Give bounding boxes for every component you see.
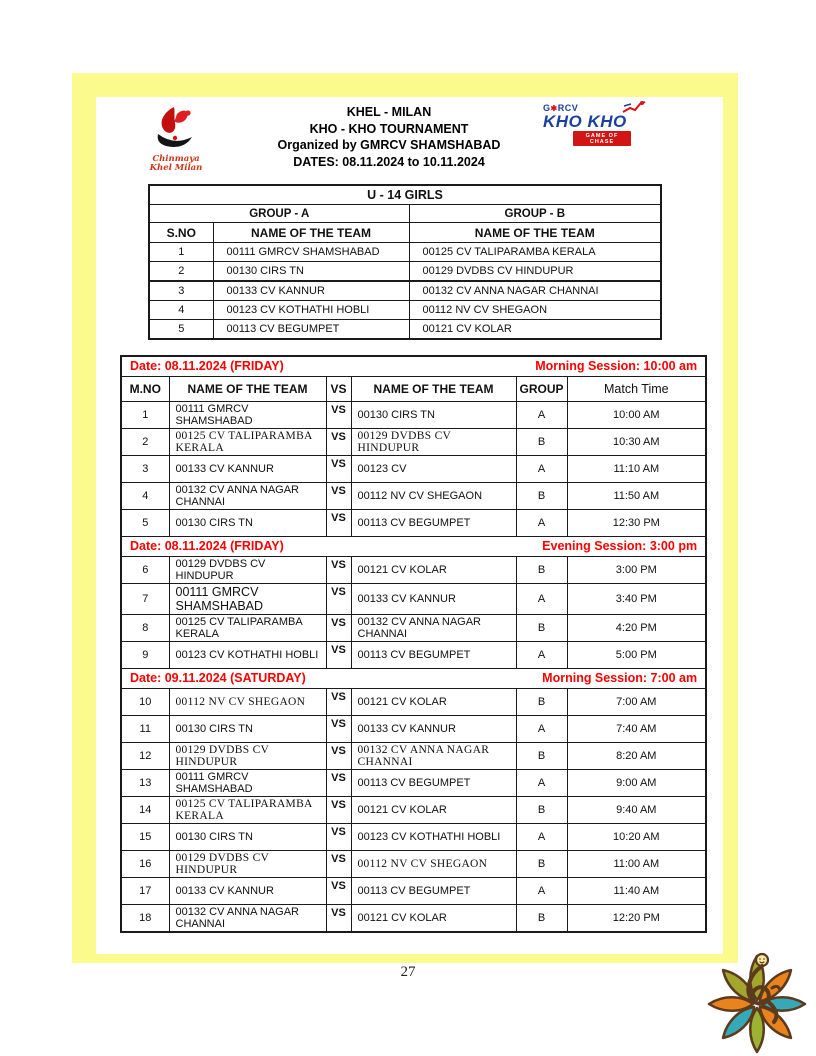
match-group: A — [516, 401, 567, 428]
match-time-header: Match Time — [567, 376, 706, 401]
vs-label: VS — [326, 742, 351, 769]
tournament-title-block — [238, 104, 540, 170]
group-a-team-name: 00130 CIRS TN — [213, 262, 409, 282]
team1-name: 00133 CV KANNUR — [169, 877, 326, 904]
team2-name: 00112 NV CV SHEGAON — [351, 850, 516, 877]
match-row — [121, 688, 706, 715]
match-group: A — [516, 823, 567, 850]
vs-label: VS — [326, 556, 351, 583]
match-time: 7:40 AM — [567, 715, 706, 742]
session-header-cell — [121, 356, 706, 376]
u14-girls-groups-table-container — [148, 184, 662, 340]
match-row — [121, 796, 706, 823]
team2-name: 00121 CV KOLAR — [351, 688, 516, 715]
match-number: 1 — [121, 401, 169, 428]
team1-name: 00111 GMRCV SHAMSHABAD — [169, 401, 326, 428]
group-a-team-name: 00113 CV BEGUMPET — [213, 320, 409, 340]
match-row — [121, 509, 706, 536]
match-number: 6 — [121, 556, 169, 583]
match-time: 7:00 AM — [567, 688, 706, 715]
match-schedule-table-container — [120, 355, 707, 933]
group-b-team-name: 00129 DVDBS CV HINDUPUR — [409, 262, 661, 282]
team1-name: 00130 CIRS TN — [169, 715, 326, 742]
match-number: 15 — [121, 823, 169, 850]
team2-name: 00132 CV ANNA NAGAR CHANNAI — [351, 614, 516, 641]
team1-name: 00133 CV KANNUR — [169, 455, 326, 482]
team2-name: 00113 CV BEGUMPET — [351, 509, 516, 536]
team2-name: 00113 CV BEGUMPET — [351, 641, 516, 668]
team2-name: 00129 DVDBS CV HINDUPUR — [351, 428, 516, 455]
match-time: 3:00 PM — [567, 556, 706, 583]
group-row-sno: 3 — [149, 281, 213, 301]
team1-name: 00132 CV ANNA NAGAR CHANNAI — [169, 482, 326, 509]
match-time: 10:00 AM — [567, 401, 706, 428]
team1-name: 00111 GMRCV SHAMSHABAD — [169, 769, 326, 796]
group-b-team-name: 00132 CV ANNA NAGAR CHANNAI — [409, 281, 661, 301]
match-row — [121, 641, 706, 668]
vs-label: VS — [326, 482, 351, 509]
match-time: 8:20 AM — [567, 742, 706, 769]
title-line-1: KHEL - MILAN — [346, 105, 432, 119]
groups-table-title: U - 14 GIRLS — [149, 185, 661, 205]
vs-label: VS — [326, 688, 351, 715]
match-row — [121, 556, 706, 583]
match-time: 11:10 AM — [567, 455, 706, 482]
chinmaya-logo-graphic — [144, 106, 208, 150]
team2-name: 00121 CV KOLAR — [351, 904, 516, 932]
group-a-team-header: NAME OF THE TEAM — [213, 223, 409, 243]
vs-label: VS — [326, 583, 351, 614]
vs-header: VS — [326, 376, 351, 401]
team1-name: 00125 CV TALIPARAMBA KERALA — [169, 614, 326, 641]
team2-name: 00113 CV BEGUMPET — [351, 877, 516, 904]
match-row — [121, 769, 706, 796]
match-time: 9:00 AM — [567, 769, 706, 796]
match-time: 10:30 AM — [567, 428, 706, 455]
match-number: 13 — [121, 769, 169, 796]
match-row — [121, 614, 706, 641]
group-table-row — [149, 301, 661, 320]
schedule-column-header-row — [121, 376, 706, 401]
match-number: 3 — [121, 455, 169, 482]
session-date: Date: 08.11.2024 (FRIDAY) — [130, 359, 284, 374]
vs-label: VS — [326, 877, 351, 904]
match-row — [121, 823, 706, 850]
group-row-sno: 1 — [149, 243, 213, 262]
team1-name: 00123 CV KOTHATHI HOBLI — [169, 641, 326, 668]
match-row — [121, 401, 706, 428]
match-row — [121, 583, 706, 614]
match-number: 5 — [121, 509, 169, 536]
vs-label: VS — [326, 769, 351, 796]
team2-name: 00133 CV KANNUR — [351, 583, 516, 614]
match-group: A — [516, 455, 567, 482]
team1-name: 00129 DVDBS CV HINDUPUR — [169, 850, 326, 877]
group-a-team-name: 00123 CV KOTHATHI HOBLI — [213, 301, 409, 320]
team1-name: 00129 DVDBS CV HINDUPUR — [169, 742, 326, 769]
sno-header: S.NO — [149, 223, 213, 243]
match-group: B — [516, 742, 567, 769]
gmrcv-logo-top-text: G✱RCV — [543, 104, 647, 113]
vs-label: VS — [326, 823, 351, 850]
vs-label: VS — [326, 641, 351, 668]
match-group: B — [516, 688, 567, 715]
left-logo-text-line2: Khel Milan — [149, 163, 203, 173]
page-number: 27 — [400, 964, 416, 980]
match-time: 3:40 PM — [567, 583, 706, 614]
group-b-team-name: 00121 CV KOLAR — [409, 320, 661, 340]
group-a-team-name: 00133 CV KANNUR — [213, 281, 409, 301]
team1-name: 00111 GMRCV SHAMSHABAD — [169, 583, 326, 614]
vs-label: VS — [326, 455, 351, 482]
match-number: 10 — [121, 688, 169, 715]
vs-label: VS — [326, 614, 351, 641]
session-header-cell — [121, 536, 706, 556]
match-time: 5:00 PM — [567, 641, 706, 668]
match-group: A — [516, 509, 567, 536]
team1-name: 00132 CV ANNA NAGAR CHANNAI — [169, 904, 326, 932]
vs-label: VS — [326, 509, 351, 536]
team2-name: 00123 CV — [351, 455, 516, 482]
match-number: 18 — [121, 904, 169, 932]
match-group: A — [516, 641, 567, 668]
match-number: 11 — [121, 715, 169, 742]
session-header-cell — [121, 668, 706, 688]
session-time-label: Evening Session: 3:00 pm — [542, 539, 698, 553]
team2-name: 00113 CV BEGUMPET — [351, 769, 516, 796]
match-group: B — [516, 850, 567, 877]
group-table-row — [149, 262, 661, 282]
match-row — [121, 904, 706, 932]
match-group: B — [516, 428, 567, 455]
gmrcv-kho-kho-logo — [543, 104, 647, 146]
match-row — [121, 877, 706, 904]
team2-name: 00112 NV CV SHEGAON — [351, 482, 516, 509]
match-number: 12 — [121, 742, 169, 769]
match-time: 12:30 PM — [567, 509, 706, 536]
lotus-om-flower-logo — [700, 948, 812, 1054]
match-row — [121, 482, 706, 509]
match-group: A — [516, 715, 567, 742]
match-number: 9 — [121, 641, 169, 668]
vs-label: VS — [326, 428, 351, 455]
match-number: 17 — [121, 877, 169, 904]
title-line-2: KHO - KHO TOURNAMENT — [309, 121, 469, 136]
match-number: 14 — [121, 796, 169, 823]
match-group: B — [516, 614, 567, 641]
group-row-sno: 2 — [149, 262, 213, 282]
session-time-label: Morning Session: 7:00 am — [542, 671, 698, 685]
match-number: 4 — [121, 482, 169, 509]
team2-name: 00123 CV KOTHATHI HOBLI — [351, 823, 516, 850]
left-logo-text-line1: Chinmaya — [152, 154, 200, 164]
group-row-sno: 5 — [149, 320, 213, 340]
group-table-row — [149, 281, 661, 301]
match-group: A — [516, 769, 567, 796]
match-time: 10:20 AM — [567, 823, 706, 850]
match-row — [121, 455, 706, 482]
team2-name: 00133 CV KANNUR — [351, 715, 516, 742]
team1-name: 00129 DVDBS CV HINDUPUR — [169, 556, 326, 583]
team2-name: 00121 CV KOLAR — [351, 796, 516, 823]
match-row — [121, 715, 706, 742]
session-time-label: Morning Session: 10:00 am — [535, 359, 698, 374]
match-group: B — [516, 796, 567, 823]
group-table-row — [149, 320, 661, 340]
match-time: 11:50 AM — [567, 482, 706, 509]
team1-name: 00125 CV TALIPARAMBA KERALA — [169, 428, 326, 455]
match-number: 8 — [121, 614, 169, 641]
match-group: B — [516, 482, 567, 509]
match-group: B — [516, 556, 567, 583]
kho-kho-logo-text: KHO KHO — [543, 112, 627, 131]
title-line-4: DATES: 08.11.2024 to 10.11.2024 — [293, 154, 485, 169]
match-number: 2 — [121, 428, 169, 455]
team1-header: NAME OF THE TEAM — [169, 376, 326, 401]
u14-girls-groups-table — [148, 184, 662, 340]
team2-name: 00132 CV ANNA NAGAR CHANNAI — [351, 742, 516, 769]
runner-icon — [621, 100, 647, 114]
match-row — [121, 742, 706, 769]
team1-name: 00112 NV CV SHEGAON — [169, 688, 326, 715]
group-table-row — [149, 243, 661, 262]
group-row-sno: 4 — [149, 301, 213, 320]
match-time: 11:00 AM — [567, 850, 706, 877]
team2-name: 00130 CIRS TN — [351, 401, 516, 428]
vs-label: VS — [326, 401, 351, 428]
group-b-label: GROUP - B — [409, 205, 661, 223]
match-time: 9:40 AM — [567, 796, 706, 823]
chinmaya-khel-milan-logo — [144, 106, 208, 173]
mno-header: M.NO — [121, 376, 169, 401]
group-a-label: GROUP - A — [149, 205, 409, 223]
session-header-row — [121, 536, 706, 556]
match-number: 16 — [121, 850, 169, 877]
vs-label: VS — [326, 715, 351, 742]
team2-name: 00121 CV KOLAR — [351, 556, 516, 583]
team1-name: 00130 CIRS TN — [169, 823, 326, 850]
match-group: B — [516, 904, 567, 932]
match-group: A — [516, 877, 567, 904]
session-header-row — [121, 356, 706, 376]
match-schedule-table — [120, 355, 707, 933]
red-mark: ✱ — [550, 104, 558, 113]
group-b-team-name: 00112 NV CV SHEGAON — [409, 301, 661, 320]
match-time: 11:40 AM — [567, 877, 706, 904]
match-time: 12:20 PM — [567, 904, 706, 932]
team1-name: 00130 CIRS TN — [169, 509, 326, 536]
match-row — [121, 428, 706, 455]
vs-label: VS — [326, 796, 351, 823]
match-time: 4:20 PM — [567, 614, 706, 641]
team2-header: NAME OF THE TEAM — [351, 376, 516, 401]
title-line-3: Organized by GMRCV SHAMSHABAD — [277, 138, 501, 152]
session-date: Date: 09.11.2024 (SATURDAY) — [130, 671, 306, 685]
session-header-row — [121, 668, 706, 688]
game-of-chase-band: GAME OF CHASE — [573, 131, 631, 146]
vs-label: VS — [326, 850, 351, 877]
vs-label: VS — [326, 904, 351, 932]
group-b-team-name: 00125 CV TALIPARAMBA KERALA — [409, 243, 661, 262]
match-number: 7 — [121, 583, 169, 614]
match-row — [121, 850, 706, 877]
team1-name: 00125 CV TALIPARAMBA KERALA — [169, 796, 326, 823]
group-header: GROUP — [516, 376, 567, 401]
group-b-team-header: NAME OF THE TEAM — [409, 223, 661, 243]
session-date: Date: 08.11.2024 (FRIDAY) — [130, 539, 284, 553]
group-a-team-name: 00111 GMRCV SHAMSHABAD — [213, 243, 409, 262]
match-group: A — [516, 583, 567, 614]
